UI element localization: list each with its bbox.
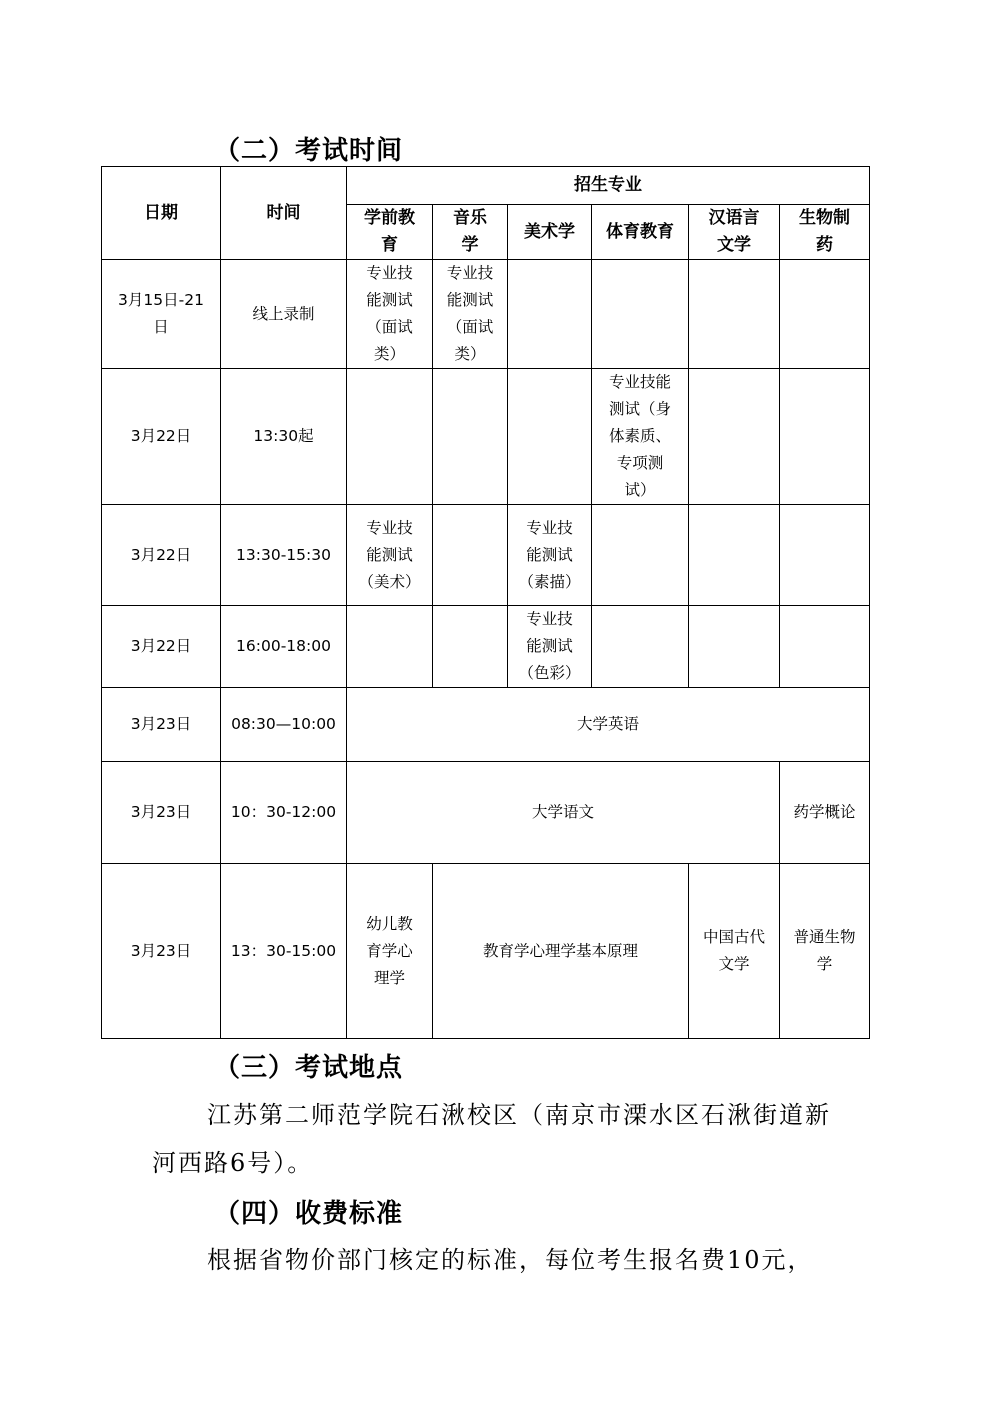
table-row — [102, 762, 870, 864]
time-cell: 13:30起 — [221, 369, 347, 505]
exam-cell: 专业技 能测试 （面试 类） — [433, 260, 508, 369]
time-cell: 16:00-18:00 — [221, 606, 347, 688]
exam-cell — [347, 606, 433, 688]
exam-cell — [592, 606, 689, 688]
exam-cell: 专业技 能测试 （美术） — [347, 505, 433, 606]
exam-schedule-table — [101, 166, 870, 1039]
exam-cell — [433, 606, 508, 688]
exam-cell: 专业技 能测试 （面试 类） — [347, 260, 433, 369]
date-cell: 3月22日 — [102, 606, 221, 688]
time-cell: 08:30—10:00 — [221, 688, 347, 762]
section-heading-exam-location: （三）考试地点 — [214, 1053, 404, 1083]
exam-cell — [780, 260, 870, 369]
header-major-biopharma: 生物制 药 — [780, 205, 870, 260]
exam-cell: 教育学心理学基本原理 — [433, 864, 689, 1039]
exam-cell-pharmacy: 药学概论 — [780, 762, 870, 864]
exam-cell — [689, 260, 780, 369]
exam-cell — [689, 606, 780, 688]
exam-cell — [780, 369, 870, 505]
date-cell: 3月23日 — [102, 762, 221, 864]
location-text-line2: 河西路6号）。 — [152, 1149, 314, 1177]
exam-cell — [689, 369, 780, 505]
time-cell: 13：30-15:00 — [221, 864, 347, 1039]
exam-cell-english: 大学英语 — [347, 688, 870, 762]
exam-cell — [508, 260, 592, 369]
exam-cell: 专业技 能测试 （色彩） — [508, 606, 592, 688]
date-cell: 3月23日 — [102, 688, 221, 762]
exam-cell — [780, 606, 870, 688]
exam-cell — [433, 369, 508, 505]
header-major-art: 美术学 — [508, 205, 592, 260]
date-cell: 3月22日 — [102, 505, 221, 606]
header-time: 时间 — [221, 167, 347, 260]
header-major-chinese: 汉语言 文学 — [689, 205, 780, 260]
date-cell: 3月15日-21 日 — [102, 260, 221, 369]
exam-cell — [592, 260, 689, 369]
exam-cell — [689, 505, 780, 606]
table-row — [102, 505, 870, 606]
date-cell: 3月23日 — [102, 864, 221, 1039]
exam-cell: 专业技 能测试 （素描） — [508, 505, 592, 606]
table-row — [102, 864, 870, 1039]
header-major-music: 音乐 学 — [433, 205, 508, 260]
exam-cell — [347, 369, 433, 505]
date-cell: 3月22日 — [102, 369, 221, 505]
exam-cell — [592, 505, 689, 606]
exam-cell-chinese: 大学语文 — [347, 762, 780, 864]
exam-cell — [433, 505, 508, 606]
exam-cell: 专业技能 测试（身 体素质、 专项测 试） — [592, 369, 689, 505]
time-cell: 10：30-12:00 — [221, 762, 347, 864]
time-cell: 13:30-15:30 — [221, 505, 347, 606]
section-heading-exam-time: （二）考试时间 — [214, 136, 404, 166]
header-date: 日期 — [102, 167, 221, 260]
header-major-pe: 体育教育 — [592, 205, 689, 260]
time-cell: 线上录制 — [221, 260, 347, 369]
table-row — [102, 260, 870, 369]
header-majors: 招生专业 — [347, 167, 870, 205]
table-row — [102, 688, 870, 762]
section-heading-fees: （四）收费标准 — [214, 1199, 404, 1229]
fees-text-line1: 根据省物价部门核定的标准，每位考生报名费10元， — [207, 1246, 814, 1274]
exam-cell — [508, 369, 592, 505]
table-row — [102, 369, 870, 505]
exam-cell: 普通生物 学 — [780, 864, 870, 1039]
exam-cell — [780, 505, 870, 606]
header-major-preschool: 学前教 育 — [347, 205, 433, 260]
table-row — [102, 606, 870, 688]
location-text-line1: 江苏第二师范学院石湫校区（南京市溧水区石湫街道新 — [207, 1101, 831, 1129]
exam-cell: 幼儿教 育学心 理学 — [347, 864, 433, 1039]
exam-cell: 中国古代 文学 — [689, 864, 780, 1039]
